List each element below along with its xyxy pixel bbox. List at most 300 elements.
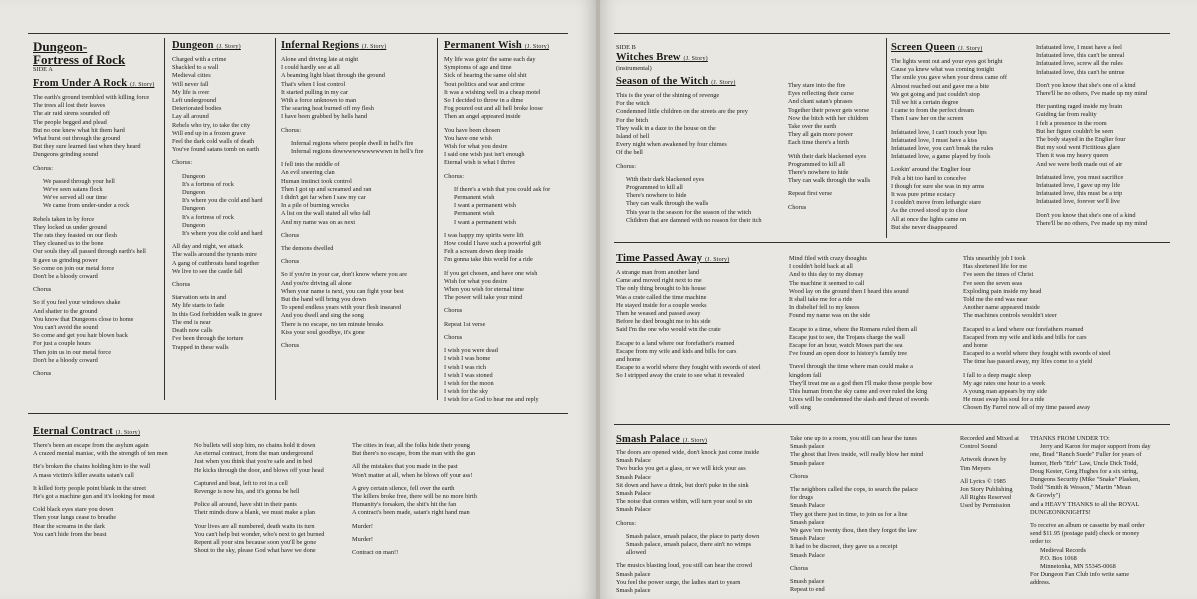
lyric-line: It was a wishing well in a cheap motel xyxy=(444,88,541,96)
lyric-line: Chorus xyxy=(281,258,300,266)
lyric-line: All Lyrics © 1985 xyxy=(960,477,1006,485)
lyric-line: Her panting raged inside my brain xyxy=(1036,103,1123,111)
lyric-line: They'll treat me as a god then I'll make those people bow xyxy=(789,379,933,387)
lyric-line: Infatuated love, I can't touch your lips xyxy=(891,128,987,136)
song-lyrics xyxy=(891,58,1033,232)
lyric-line: I wish you were dead xyxy=(444,347,498,355)
lyric-line: Your lives are all numbered, death waits its turn xyxy=(194,522,315,530)
lyric-line: Escape to a time, where the Romans ruled them all xyxy=(789,325,917,333)
lyric-line: Revenge is now his, and it's gonna be hell xyxy=(194,488,300,496)
lyric-line: But no one knew what hit them hard xyxy=(33,126,125,134)
top-rule-right xyxy=(614,33,1170,34)
lyric-line: It's a fortress of rock xyxy=(182,180,234,188)
lyric-line: But my soul went Fictitious glare xyxy=(1036,144,1121,152)
lyric-line: It killed forty people point blank in the street xyxy=(33,484,146,492)
lyric-line: You can't help but wonder, who's next to get burned xyxy=(194,530,325,538)
lyric-line: Together their power gets worse xyxy=(788,106,870,114)
song-credit: (J. Story) xyxy=(683,56,708,62)
lyric-line: Kiss your soul goodbye, it's gone xyxy=(281,328,365,336)
lyric-line: Lay all around xyxy=(172,113,209,121)
lyric-line: Children that are damned with no reason for their itch xyxy=(626,216,762,224)
lyric-line: With their dark blackened eyes xyxy=(626,175,705,183)
lyric-line: I didn't get far when I saw my car xyxy=(281,194,366,202)
lower-rule-right xyxy=(614,424,1170,425)
lyric-line: A young man appears by my side xyxy=(963,388,1047,396)
lyric-line: I fall to a deep magic sleep xyxy=(963,371,1031,379)
lyric-line: You can't avoid the sound xyxy=(33,324,98,332)
lyric-line: If you get chosen, and have one wish xyxy=(444,269,538,277)
lyric-line: Guiding far from reality xyxy=(1036,111,1097,119)
lyric-line: Each time there's a birth xyxy=(788,139,849,147)
lyric-line: There's nowhere to hide xyxy=(626,192,687,200)
song-title xyxy=(891,42,1033,55)
lyric-line: Recorded and Mixed at xyxy=(960,435,1019,442)
lyric-line: Infatuated love, a game played by fools xyxy=(891,153,991,161)
lyric-line: The neighbors called the cops, to search the palace xyxy=(790,486,918,494)
lyric-line: Felt a bit too hard to concelve xyxy=(891,174,967,182)
lyric-line: Don't you know that she's one of a kind xyxy=(1036,211,1136,219)
lyric-line: Charged with a crime xyxy=(172,56,227,63)
lyric-line: You know that Dungeons close to home xyxy=(33,315,134,323)
lyric-line: Permanent wish xyxy=(454,194,495,202)
song-title-text: From Under A Rock xyxy=(33,78,128,89)
lyric-line: Infatuated love, screw all the rules xyxy=(1036,60,1123,68)
lyric-line: The air raid sirens sounded off xyxy=(33,110,110,118)
lyric-line: Jerry and Karon for major support from day xyxy=(1040,443,1151,451)
lyric-line: Murder! xyxy=(352,535,373,543)
lyric-line: It's where you die cold and hard xyxy=(182,230,263,238)
song-credit: (J. Story) xyxy=(711,80,736,86)
lyric-line: In a pile of burning wrecks xyxy=(281,202,350,210)
lyric-line: Don't be a bloody coward xyxy=(33,273,98,281)
top-rule-left xyxy=(28,33,568,34)
song-credit: (J. Story) xyxy=(682,438,708,444)
lyric-line: You have one wish xyxy=(444,134,492,142)
lyric-line: Chorus: xyxy=(616,162,636,170)
lyric-line: Smash Palace xyxy=(790,502,825,510)
lyric-line: Chorus: xyxy=(172,159,192,167)
lyric-line: Chorus: xyxy=(616,519,636,527)
lyric-line: There'll be no others, I've made up my mind xyxy=(1036,90,1148,98)
recording-credits xyxy=(960,435,1026,597)
lyric-line: DUNGEONKNIGHTS! xyxy=(1030,508,1091,516)
lyric-line: I came to from the perfect dream xyxy=(891,107,974,115)
lyric-line: Dungeons grinding sound xyxy=(33,151,99,159)
lyric-line: An eternal contract, from the man underground xyxy=(194,450,313,458)
lyric-line: and a HEAVY THANKS to all the ROYAL xyxy=(1030,500,1140,508)
lyric-line: The walls around the tyrants mire xyxy=(172,251,257,259)
lyric-line: It's a fortress of rock xyxy=(182,213,234,221)
lyric-line: A mass victim's killer awaits satan's call xyxy=(33,471,134,479)
lyric-line: Don't be a bloody coward xyxy=(33,356,98,364)
lyric-line: Starvation sets in and xyxy=(172,294,227,302)
lyric-line: I wish for a God to hear me and reply xyxy=(444,396,539,404)
lyric-line: Smash palace xyxy=(790,518,825,526)
lyric-line: With their dark blackened eyes xyxy=(788,152,867,160)
song-credit: (J. Story) xyxy=(958,46,983,52)
lyric-line: Police all around, have shit in their pants xyxy=(194,501,297,509)
song-title xyxy=(33,426,563,438)
lyric-line: But the hand will bring you down xyxy=(281,296,367,304)
infernal-regions-column xyxy=(281,40,435,405)
lyric-line: Has shortened life for me xyxy=(963,263,1027,271)
lyric-line: I wish I was rich xyxy=(444,363,486,371)
lyric-line: How could I have such a powerful gift xyxy=(444,240,542,248)
lyric-line: The people begged and plead xyxy=(33,118,107,126)
lyric-line: This year is the season for the season of the witch xyxy=(626,208,752,216)
lyric-line: I've been through the torture xyxy=(172,335,244,343)
lyric-line: Told me the end was near xyxy=(963,296,1028,304)
lyric-line: Infernal regions where people dwell in hell's fire xyxy=(291,139,414,147)
lyric-line: The demons dwelled xyxy=(281,245,334,253)
lyric-line: I've seen the times of Christ xyxy=(963,271,1034,279)
side-b-label: SIDE B xyxy=(616,44,636,51)
lyric-line: Of the bell xyxy=(616,149,643,157)
lyric-line: Repent all your sins because soon you'll be gone xyxy=(194,539,317,547)
lyric-line: Now the bitch with her children xyxy=(788,114,869,122)
song-credit: (J. Story) xyxy=(115,430,141,436)
lyric-line: Smash palace xyxy=(790,443,825,451)
column-rule xyxy=(437,38,438,400)
lyric-line: Infatuated love, this can't be untrue xyxy=(1036,68,1125,76)
lyric-line: Tim Meyers xyxy=(960,464,991,472)
lyric-line: Dungeon xyxy=(182,189,206,197)
lyric-line: The musics blasting loud, you still can hear the crowd xyxy=(616,562,753,570)
lyric-line: It started pulling in my car xyxy=(281,88,348,96)
lyric-line: I've found an open door to history's family tree xyxy=(789,350,908,358)
lyric-line: will sing xyxy=(789,404,811,412)
lyric-line: What burst out through the ground xyxy=(33,135,121,143)
lyric-line: 'bout politics and war and crime xyxy=(444,80,525,88)
song-title-text: Dungeon xyxy=(172,40,214,51)
lyric-line: Smash Palace xyxy=(616,506,651,514)
song-credit: (J. Story) xyxy=(216,44,241,50)
lyric-line: Dungeon xyxy=(182,205,206,213)
album-title-line2: Fortress of Rock xyxy=(33,52,126,67)
lyric-line: I couldn't hold back at all xyxy=(789,263,853,271)
column-rule xyxy=(886,38,887,238)
page-fold xyxy=(596,0,600,599)
lyric-line: The doors are opened wide, don't knock just come inside xyxy=(616,449,760,456)
lyric-line: I said one wish just isn't enough xyxy=(444,151,525,159)
lyric-line: THANKS FROM UNDER TO: xyxy=(1030,435,1110,442)
lyric-line: Don't you know that she's one of a kind xyxy=(1036,81,1136,89)
lyric-line: Condemned little children on the streets are the prey xyxy=(616,108,748,116)
song-title-text: Witches Brew xyxy=(616,52,681,63)
song-title-text: Season of the Witch xyxy=(616,76,709,87)
lyric-line: kingdom fall xyxy=(789,371,822,379)
lyric-line: You have been chosen xyxy=(444,126,501,134)
lyric-line: The searing heat burned off my flesh xyxy=(281,105,374,113)
lyric-line: The smile you gave when your dress came off xyxy=(891,74,1007,82)
lyric-line: A contract's been made, satan's right hand man xyxy=(352,509,470,517)
lyric-line: Artwork drawn by xyxy=(960,456,1007,464)
song-lyrics xyxy=(444,56,570,405)
lyric-line: Then I saw her on the screen xyxy=(891,115,964,123)
dungeon-column xyxy=(172,40,274,405)
lyric-line: So come and get you hair blown back xyxy=(33,332,128,340)
lyric-line: An evil sneering clan xyxy=(281,169,335,177)
song-lyrics xyxy=(172,56,274,352)
lyric-line: Sick of hearing the same old shit xyxy=(444,72,527,80)
smash-palace-col2 xyxy=(790,435,956,599)
lyric-line: I'm gonna take this world for a ride xyxy=(444,256,533,264)
lyric-line: one, Brad "Ranch Suede" Fuller for years of xyxy=(1030,451,1142,459)
song-credit: (J. Story) xyxy=(362,44,387,50)
song-title xyxy=(444,40,570,53)
lyric-line: Alone and driving late at night xyxy=(281,56,359,63)
lyric-line: Our souls they all passed through earth's hell xyxy=(33,248,146,256)
lyric-line: A grey certain silence, fell over the earth xyxy=(352,484,455,492)
lyric-line: Minnetonka, MN 55345-0068 xyxy=(1040,563,1116,571)
lyric-line: We passed through your hell xyxy=(43,177,115,185)
lyric-line: Will never fall xyxy=(172,80,209,88)
lyric-line: The only thing brought to his house xyxy=(616,285,706,293)
lyric-line: So if you're in your car, don't know where you are xyxy=(281,271,407,279)
lyric-line: Then he weased and passed away xyxy=(616,310,701,318)
song-credit: (J. Story) xyxy=(130,82,155,88)
time-passed-away-col3 xyxy=(963,255,1171,421)
lyric-line: And you're driving all alone xyxy=(281,279,352,287)
lyric-line: I was happy my spirits were lift xyxy=(444,231,524,239)
lyric-line: address. xyxy=(1030,579,1051,587)
eternal-contract-col3 xyxy=(352,442,520,592)
lyric-line: Programmed to kill all xyxy=(626,184,683,192)
lyric-line: The machine it seemed to call xyxy=(789,279,865,287)
lyric-line: We got going and just couldn't stop xyxy=(891,90,980,98)
lyric-line: For the witch xyxy=(616,100,650,108)
side-a-column xyxy=(33,40,161,405)
side-a-label: SIDE A xyxy=(33,66,53,73)
lyric-line: Smash Palace xyxy=(790,535,825,543)
lyric-line: It's where you die cold and hard xyxy=(182,197,263,205)
song-lyrics xyxy=(33,94,161,378)
lyric-line: Captured and beat, left to rot in a cell xyxy=(194,479,288,487)
lyric-line: I couldn't move from lethargic stare xyxy=(891,199,982,207)
song-title xyxy=(616,434,788,447)
lyric-line: Almost reached out and gave me a bite xyxy=(891,82,990,90)
lyric-line: Every night when awakened by four chimes xyxy=(616,141,727,149)
lyric-line: The lights went out and your eyes got bright xyxy=(891,58,1003,65)
lyric-line: Repeat 1st verse xyxy=(444,320,486,328)
lyric-line: And we were both made out of air xyxy=(1036,160,1123,168)
lyric-line: Repeat to end xyxy=(790,586,825,594)
lyric-line: Escape from my wife and kids and bills for cars xyxy=(616,347,737,355)
lyric-line: & Growly") xyxy=(1030,492,1061,500)
lyric-line: Smash palace xyxy=(616,570,651,578)
lyric-line: This is the year of the shining of revenge xyxy=(616,92,720,99)
song-title-text: Permanent Wish xyxy=(444,40,522,51)
permanent-wish-column xyxy=(444,40,570,412)
lyric-line: Take one up to a room, you still can hear the tunes xyxy=(790,435,917,442)
lyric-line: Cause ya knew what was coming tonight xyxy=(891,66,995,74)
lyric-line: Hear the screams in the dark xyxy=(33,522,105,530)
lyric-line: You can't hide from the beast xyxy=(33,530,107,538)
lyric-line: They stare into the fire xyxy=(788,82,846,89)
lyric-line: Escape to a world where they fought with swords of steel xyxy=(616,364,761,372)
lyric-line: He stayed inside for a couple weeks xyxy=(616,301,707,309)
lyric-line: Smash palace xyxy=(790,459,825,467)
lyric-line: It had to be discreet, they gave us a receipt xyxy=(790,543,898,551)
lyric-line: A gang of cutthroats band together xyxy=(172,259,260,267)
lyric-line: The cities in fear, all the folks hide their young xyxy=(352,442,470,449)
lyric-line: I have been grabbed by hells hand xyxy=(281,113,368,121)
lyric-line: Permanent wish xyxy=(454,210,495,218)
lyric-line: Smash Palace xyxy=(616,490,651,498)
lyric-line: That's when I lost control xyxy=(281,80,346,88)
lyric-line: He must swap his soul for a ride xyxy=(963,396,1045,404)
lyric-line: He's got a machine gun and it's looking for meat xyxy=(33,493,155,501)
lyric-line: Their minds draw a blank, we must make a plan xyxy=(194,509,316,517)
lyric-line: Chorus: xyxy=(281,126,301,134)
lyric-line: Was a crate called the time machine xyxy=(616,293,707,301)
lyric-line: The power will take your mind xyxy=(444,294,523,302)
lyric-line: Travel through the time where man could make a xyxy=(789,363,913,371)
lyric-line: Infatuated love, forever we'll live xyxy=(1036,198,1120,206)
lyric-line: Doug Kester, Greg Hughes for a six string, xyxy=(1030,467,1138,475)
lyric-line: Shout to the sky, please God what have we done xyxy=(194,547,316,555)
eternal-contract-col2 xyxy=(194,442,350,592)
lyric-line: Todd "Smith & Wesson," Martin "Mean xyxy=(1030,484,1131,492)
lyric-line: Found my name was on the side xyxy=(789,312,871,320)
lyric-line: Infatuated love, this can't be unreal xyxy=(1036,52,1125,60)
lyric-line: Said I'm the one who would win the crate xyxy=(616,326,721,334)
lyric-line: Dungeon xyxy=(182,172,206,180)
lyric-line: Dungeon xyxy=(182,221,206,229)
lyric-line: As the crowd stood up to clear xyxy=(891,207,968,215)
lyric-line: Chorus xyxy=(172,281,191,289)
lyric-line: Will end up in a frozen grave xyxy=(172,129,246,137)
lyric-line: When you wish for eternal time xyxy=(444,286,524,294)
lyric-line: I wish for the sky xyxy=(444,388,489,396)
side-b-column xyxy=(616,44,884,240)
lyric-line: Chorus xyxy=(790,472,809,480)
lyric-line: Escape to a land where our forefather's roamed xyxy=(616,339,735,347)
lyric-line: Feel the dark cold walls of death xyxy=(172,138,255,146)
lyric-line: Till we hit a certain degree xyxy=(891,99,959,107)
lyric-line: Used by Permission xyxy=(960,502,1011,510)
lyric-line: They cleaned us to the bone xyxy=(33,240,104,248)
lyric-line: Escape for an hour, watch Moses part the sea xyxy=(789,342,903,350)
lyric-line: Felt a scream down deep inside xyxy=(444,248,524,256)
lyric-line: We've seen satans flock xyxy=(43,186,103,194)
lyric-line: I wish for the moon xyxy=(444,379,494,387)
lyric-line: Murder! xyxy=(352,522,373,530)
lyric-line: The earth's ground trembled with killing force xyxy=(33,94,150,101)
lyric-line: Control Sound xyxy=(960,443,997,451)
lyric-line: Infernal regions dowwwwwwwwwwwn in hell's fire xyxy=(291,148,424,156)
lyric-line: Chorus: xyxy=(444,172,464,180)
song-title-text: Eternal Contract xyxy=(33,426,113,437)
lyric-line: Escaped to a world where they fought with swords of steel xyxy=(963,350,1111,358)
lyric-line: Cold black eyes stare you down xyxy=(33,506,114,514)
lyric-line: allowed xyxy=(626,549,646,557)
lyric-line: Infatuated love, you must sacrifice xyxy=(1036,173,1124,181)
lyric-line: Before he died brought me to his side xyxy=(616,318,711,326)
lyric-line: Then I got up and screamed and ran xyxy=(281,185,372,193)
lyric-line: If there's a wish that you could ask for xyxy=(454,185,551,193)
lyric-line: He kicks through the door, and blows off your head xyxy=(194,466,324,474)
thanks-credits xyxy=(1030,435,1175,597)
lyric-line: Death now calls xyxy=(172,327,213,335)
lyric-line: A list on the wall stated all who fall xyxy=(281,210,371,218)
lyric-line: The trees all lost their leaves xyxy=(33,102,106,110)
lyric-line: They walk in a daze to the house on the xyxy=(616,124,716,132)
lyric-line: The end is near xyxy=(172,318,211,326)
lyric-line: I could hardly see at all xyxy=(281,64,340,72)
lyric-line: Wood lay on the ground then I heard this sound xyxy=(789,287,909,295)
lyric-line: Won't matter at all, when he blows off your ass! xyxy=(352,471,473,479)
lyric-line: For the bitch xyxy=(616,116,649,124)
lyric-line: send $11.95 (postage paid) check or money xyxy=(1030,530,1140,538)
lyric-line: All the mistakes that you made in the past xyxy=(352,463,458,471)
time-passed-away-column xyxy=(616,253,786,421)
lyric-line: Dungeons Security (Mike "Snake" Plasken, xyxy=(1030,476,1140,484)
lyric-line: My life is over xyxy=(172,88,210,96)
lyric-line: Escaped to a land where our forefathers roamed xyxy=(963,325,1084,333)
song-title-text: Screen Queen xyxy=(891,42,956,53)
lyric-line: Chosen By Farrel now all of my time passed away xyxy=(963,404,1091,412)
lyric-line: Symptoms of age and time xyxy=(444,64,512,72)
lyric-line: But she never disappeared xyxy=(891,223,958,231)
lyric-line: For Dungeon Fan Club info write same xyxy=(1030,571,1129,579)
lyric-line: Smash Palace xyxy=(616,457,651,465)
lyric-line: for drugs xyxy=(790,494,813,502)
lyric-line: Smash Palace xyxy=(790,551,825,559)
lyric-line: The rats they feasted on our flesh xyxy=(33,232,117,240)
lyric-line: And chant satan's phrases xyxy=(788,98,853,106)
song-title-text: Infernal Regions xyxy=(281,40,360,51)
song-subtitle: (instrumental) xyxy=(616,65,652,72)
song-title xyxy=(33,78,161,91)
lyric-line: Chorus xyxy=(33,286,52,294)
lyric-line: They all gain more power xyxy=(788,131,854,139)
lyric-line: Infatuated love, I must have a feel xyxy=(1036,44,1122,51)
lyric-line: Medieval cities xyxy=(172,72,211,80)
lyric-line: Programmed to kill all xyxy=(788,160,845,168)
lyric-line: Contract on man!! xyxy=(352,549,399,557)
lyric-line: We've served all our time xyxy=(43,194,107,202)
song-lyrics xyxy=(281,56,435,350)
lyric-line: I wish I was home xyxy=(444,355,491,363)
lyric-line: It gave us grinding power xyxy=(33,256,98,264)
lyric-line: For just a couple hours xyxy=(33,340,91,348)
lyric-line: There's been an escape from the asylum again xyxy=(33,442,149,449)
lyric-line: order to: xyxy=(1030,538,1052,546)
lyric-line: Chorus: xyxy=(33,164,53,172)
lyric-line: But her figure couldn't be seen xyxy=(1036,127,1114,135)
lyric-line: Smash Palace xyxy=(616,473,651,481)
lyric-line: Human instinct took control xyxy=(281,177,352,185)
lyric-line: Rebels taken in by force xyxy=(33,215,95,223)
lyric-line: The body stayed in the Englier four xyxy=(1036,136,1126,144)
lyric-line: Deteriorated bodies xyxy=(172,105,222,113)
lyric-line: You feel the power surge, the ladies start to yearn xyxy=(616,578,741,586)
lyric-line: No bullets will stop him, no chains hold it down xyxy=(194,442,316,449)
lyric-line: Smash palace xyxy=(790,578,825,586)
smash-palace-column xyxy=(616,434,788,598)
lyric-line: I want a permanent wish xyxy=(454,202,516,210)
lyric-line: Chorus xyxy=(444,333,463,341)
lyric-line: Two bucks you get a glass, or we will kick your ass xyxy=(616,465,746,473)
lyric-line: He's broken the chains holding him to the wall xyxy=(33,463,151,471)
lyric-line: In this God forbidden walk in grave xyxy=(172,310,263,318)
lyric-line: You've found satans tomb on earth xyxy=(172,146,260,154)
album-title-line1: Dungeon- xyxy=(33,40,88,54)
lyric-line: Jon Story Publishing xyxy=(960,486,1013,494)
lyric-line: They can walk through the walls xyxy=(788,177,871,185)
lyric-line: We live to see the castle fall xyxy=(172,267,243,275)
